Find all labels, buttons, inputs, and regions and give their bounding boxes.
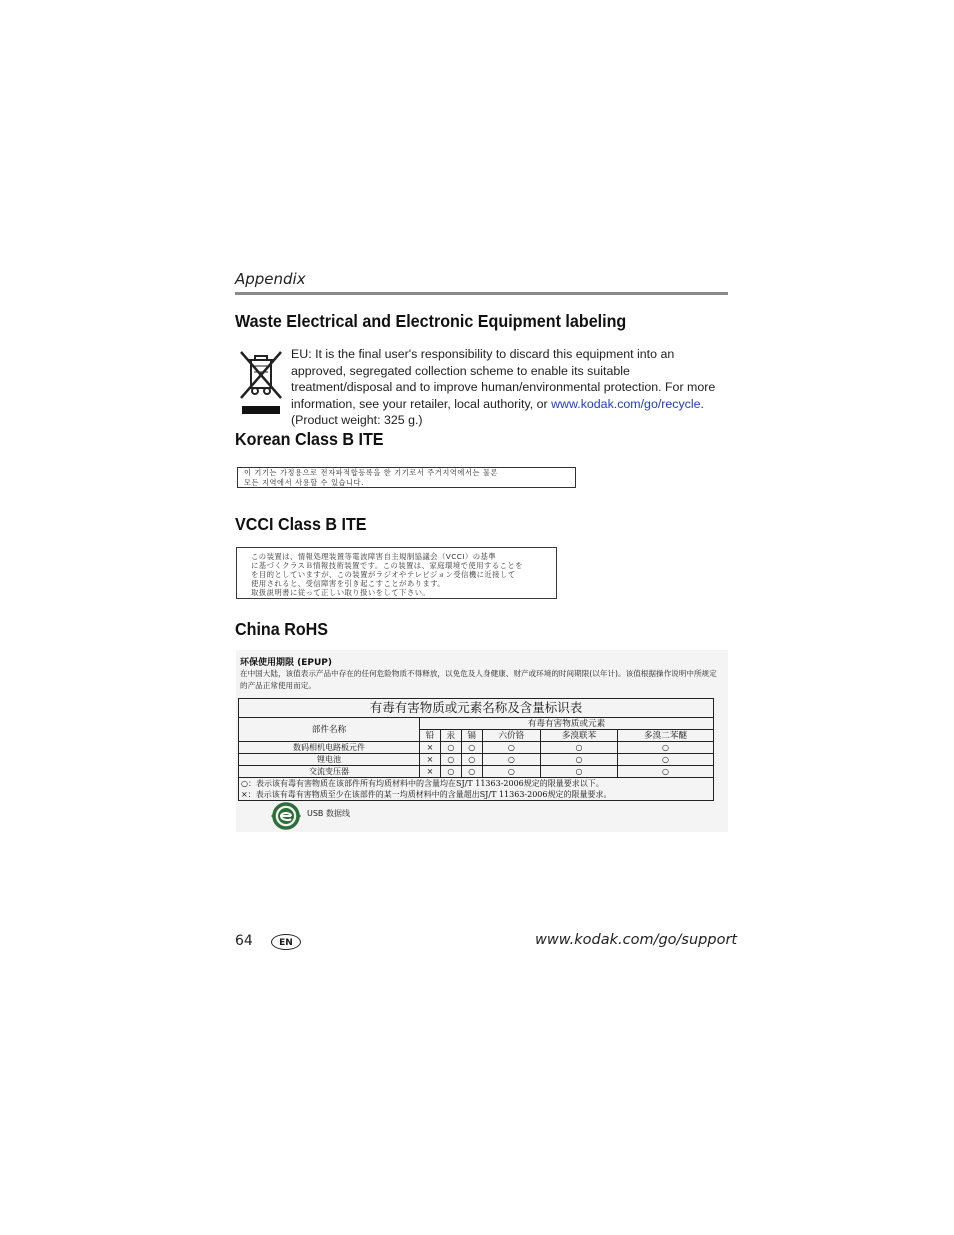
mark-cell: ○ [482, 754, 540, 766]
mark-cell: ○ [482, 742, 540, 754]
table-note-x: ×：表示该有毒有害物质至少在该部件的某一均质材料中的含量超出SJ/T 11363-2006规定的限量要求。 [239, 789, 714, 801]
support-url[interactable]: www.kodak.com/go/support [535, 932, 738, 948]
mark-cell: ○ [618, 766, 714, 778]
crossed-out-wheelie-bin-icon [238, 348, 284, 416]
table-row [239, 754, 714, 766]
mark-cell: ○ [541, 766, 618, 778]
recycle-link[interactable]: www.kodak.com/go/recycle [551, 396, 701, 411]
mark-cell: ○ [618, 754, 714, 766]
mark-cell: × [420, 754, 441, 766]
part-name-cell: 交流变压器 [239, 766, 420, 778]
substance-group-header: 有毒有害物质或元素 [420, 718, 714, 730]
substance-header: 多溴二苯醚 [618, 730, 714, 742]
rohs-table-title: 有毒有害物质或元素名称及含量标识表 [239, 699, 714, 718]
substance-header: 镉 [461, 730, 482, 742]
korean-notice-line: 이 기기는 가정용으로 전자파적합등록을 한 기기로서 주거지역에서는 물론 [244, 468, 499, 477]
substance-header: 汞 [440, 730, 461, 742]
page-number: 64 [235, 933, 253, 949]
mark-cell: ○ [541, 754, 618, 766]
substance-header: 六价铬 [482, 730, 540, 742]
vcci-notice-line: に基づくクラスＢ情報技術装置です。この装置は、家庭環境で使用することを [251, 561, 523, 570]
mark-cell: ○ [618, 742, 714, 754]
header-rule [235, 292, 728, 295]
china-rohs-heading: China RoHS [235, 619, 329, 639]
epup-recycle-e-icon [270, 801, 302, 831]
mark-cell: ○ [461, 754, 482, 766]
part-name-header: 部件名称 [239, 718, 420, 742]
korean-notice-line: 모든 지역에서 사용할 수 있습니다. [244, 478, 365, 487]
mark-cell: ○ [541, 742, 618, 754]
language-badge: EN [271, 934, 301, 950]
mark-cell: ○ [461, 766, 482, 778]
substance-header: 多溴联苯 [541, 730, 618, 742]
rohs-substance-table [238, 698, 714, 801]
vcci-notice-line: を目的としていますが、この装置がラジオやテレビジョン受信機に近接して [251, 570, 516, 579]
vcci-heading: VCCI Class B ITE [235, 514, 367, 534]
table-row [239, 742, 714, 754]
mark-cell: × [420, 766, 441, 778]
part-name-cell: 数码相机电路板元件 [239, 742, 420, 754]
vcci-notice-line: 使用されると、受信障害を引き起こすことがあります。 [251, 579, 446, 588]
mark-cell: × [420, 742, 441, 754]
epup-description: 在中国大陆，该值表示产品中存在的任何危险物质不得释放，以免危及人身健康、财产或环境的时间期限(以年计)。该值根据操作说明中所规定的产品正常使用而定。 [240, 669, 717, 690]
substance-header: 铅 [420, 730, 441, 742]
part-name-cell: 锂电池 [239, 754, 420, 766]
vcci-notice-line: この装置は、情報処理装置等電波障害自主規制協議会（VCCI）の基準 [251, 552, 497, 561]
mark-cell: ○ [482, 766, 540, 778]
weee-statement: EU: It is the final user's responsibility to discard this equipment into an approved, segregated collection scheme to enable its suitable treatment/disposal and to improve human/environmental protection. For more information, see your retailer, local authority, or www.kodak.com/go/recycle. (Product weight: 325 g.) [291, 347, 716, 428]
vcci-notice-line: 取扱説明書に従って正しい取り扱いをして下さい。 [251, 588, 431, 597]
running-head: Appendix [235, 270, 306, 288]
mark-cell: ○ [440, 742, 461, 754]
korean-heading: Korean Class B ITE [235, 429, 384, 449]
usb-cable-label: USB 数据线 [307, 809, 350, 818]
table-note-o: ○：表示该有毒有害物质在该部件所有均质材料中的含量均在SJ/T 11363-2006规定的限量要求以下。 [239, 778, 714, 790]
vcci-notice-box [236, 547, 557, 599]
epup-title: 环保使用期限 (EPUP) [240, 658, 333, 668]
table-row [239, 766, 714, 778]
mark-cell: ○ [440, 766, 461, 778]
korean-notice-box [237, 467, 576, 488]
weee-heading: Waste Electrical and Electronic Equipment labeling [235, 311, 627, 331]
mark-cell: ○ [440, 754, 461, 766]
mark-cell: ○ [461, 742, 482, 754]
